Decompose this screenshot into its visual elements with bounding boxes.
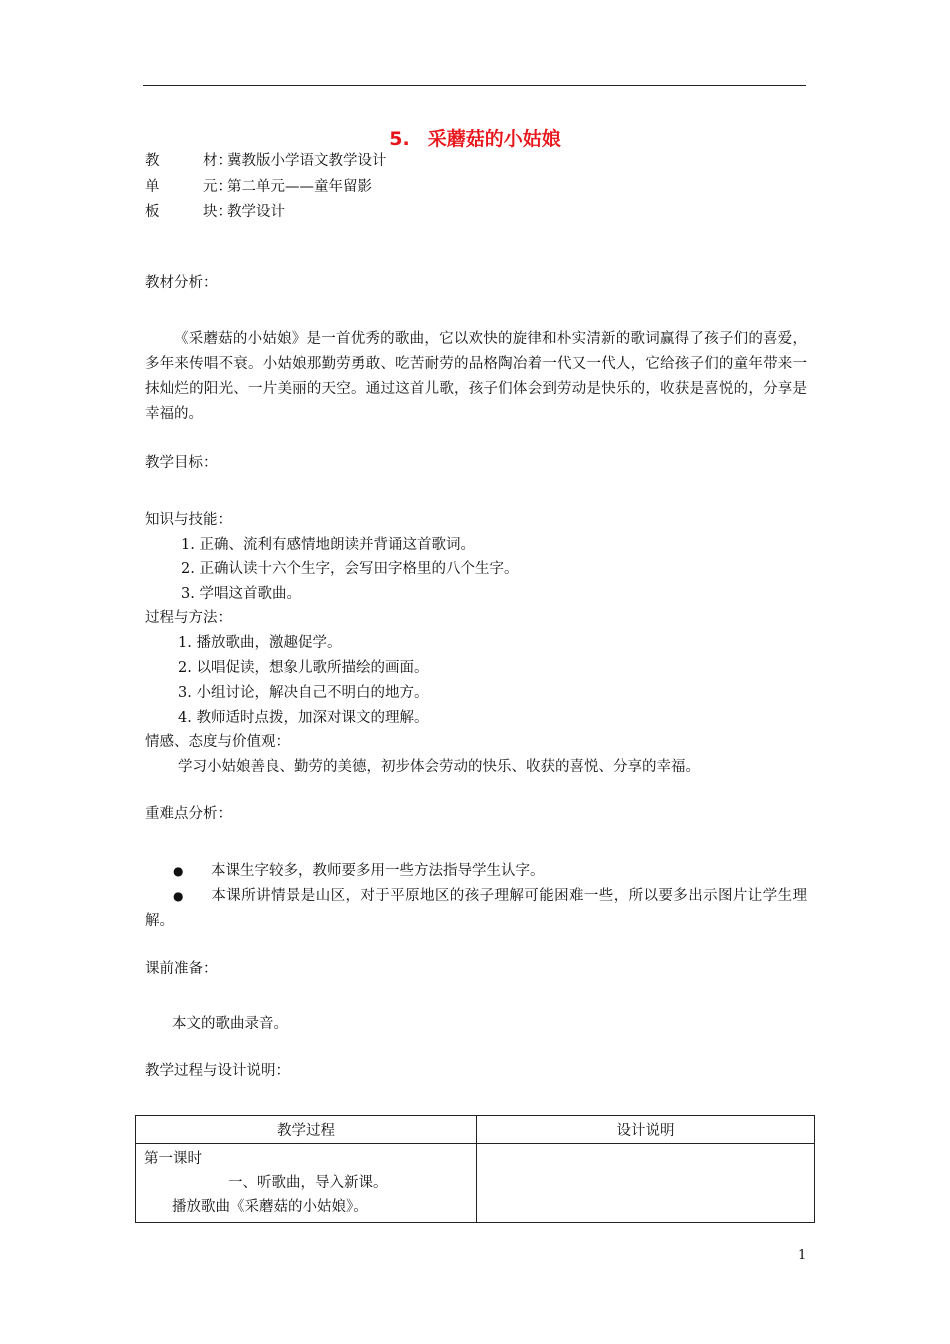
meta-value: 教学设计	[227, 204, 285, 220]
lesson-title-text: 采蘑菇的小姑娘	[427, 128, 561, 150]
difficulty-item	[145, 884, 807, 934]
table-cell-design	[477, 1144, 815, 1223]
meta-value: 第二单元——童年留影	[227, 179, 372, 195]
meta-unit	[145, 177, 372, 197]
meta-label-b: 材：	[203, 153, 232, 169]
difficulty-item	[145, 861, 545, 881]
analysis-paragraph: 《采蘑菇的小姑娘》是一首优秀的歌曲，它以欢快的旋律和朴实清新的歌词赢得了孩子们的喜爱，多年来传唱不衰。小姑娘那勤劳勇敢、吃苦耐劳的品格陶冶着一代又一代人，它给孩子们的童年带来一抹灿烂的阳光、一片美丽的天空。通过这首儿歌，孩子们体会到劳动是快乐的，收获是喜悦的，分享是幸福的。	[145, 331, 807, 422]
process-item: 1. 播放歌曲，激趣促学。	[178, 635, 342, 651]
knowledge-item: 3. 学唱这首歌曲。	[181, 586, 301, 602]
cell-line: 播放歌曲《采蘑菇的小姑娘》。	[172, 1199, 368, 1215]
table-header-process: 教学过程	[136, 1116, 477, 1144]
meta-block	[145, 202, 285, 222]
lesson-table	[135, 1115, 815, 1223]
meta-textbook	[145, 151, 387, 171]
goals-heading: 教学目标：	[145, 455, 218, 471]
process-heading: 过程与方法：	[145, 610, 232, 626]
emotion-body: 学习小姑娘善良、勤劳的美德，初步体会劳动的快乐、收获的喜悦、分享的幸福。	[178, 759, 700, 775]
prep-heading: 课前准备：	[145, 961, 218, 977]
process-item: 4. 教师适时点拨，加深对课文的理解。	[178, 710, 429, 726]
table-header-row	[136, 1116, 815, 1144]
table-cell-process	[136, 1144, 477, 1223]
emotion-heading: 情感、态度与价值观：	[145, 734, 290, 750]
knowledge-heading: 知识与技能：	[145, 512, 232, 528]
meta-label-b: 元：	[203, 179, 232, 195]
difficulty-heading: 重难点分析：	[145, 806, 232, 822]
difficulty-text: 本课生字较多，教师要多用一些方法指导学生认字。	[211, 863, 545, 879]
table-row	[136, 1144, 815, 1223]
analysis-heading: 教材分析：	[145, 275, 218, 291]
meta-label-b: 块：	[203, 204, 232, 220]
process-item: 2. 以唱促读，想象儿歌所描绘的画面。	[178, 660, 429, 676]
meta-label-a: 单	[145, 179, 160, 195]
lesson-title	[0, 124, 950, 151]
header-rule	[143, 85, 806, 86]
meta-label-a: 板	[145, 204, 160, 220]
bullet-icon: ●	[173, 864, 184, 878]
bullet-icon: ●	[173, 889, 184, 903]
knowledge-item: 2. 正确认读十六个生字，会写田字格里的八个生字。	[181, 561, 519, 577]
difficulty-text: 本课所讲情景是山区，对于平原地区的孩子理解可能困难一些，所以要多出示图片让学生理解。	[145, 888, 807, 929]
analysis-body	[145, 327, 807, 427]
cell-line: 一、听歌曲，导入新课。	[228, 1175, 388, 1191]
meta-value: 冀教版小学语文教学设计	[227, 153, 387, 169]
table-header-design: 设计说明	[477, 1116, 815, 1144]
meta-label-a: 教	[145, 153, 160, 169]
process-design-heading: 教学过程与设计说明：	[145, 1063, 290, 1079]
knowledge-item: 1. 正确、流利有感情地朗读并背诵这首歌词。	[181, 537, 475, 553]
cell-line: 第一课时	[144, 1151, 202, 1167]
process-item: 3. 小组讨论，解决自己不明白的地方。	[178, 685, 429, 701]
prep-body: 本文的歌曲录音。	[172, 1016, 288, 1032]
lesson-number: 5.	[389, 128, 410, 150]
page-number: 1	[798, 1248, 807, 1263]
